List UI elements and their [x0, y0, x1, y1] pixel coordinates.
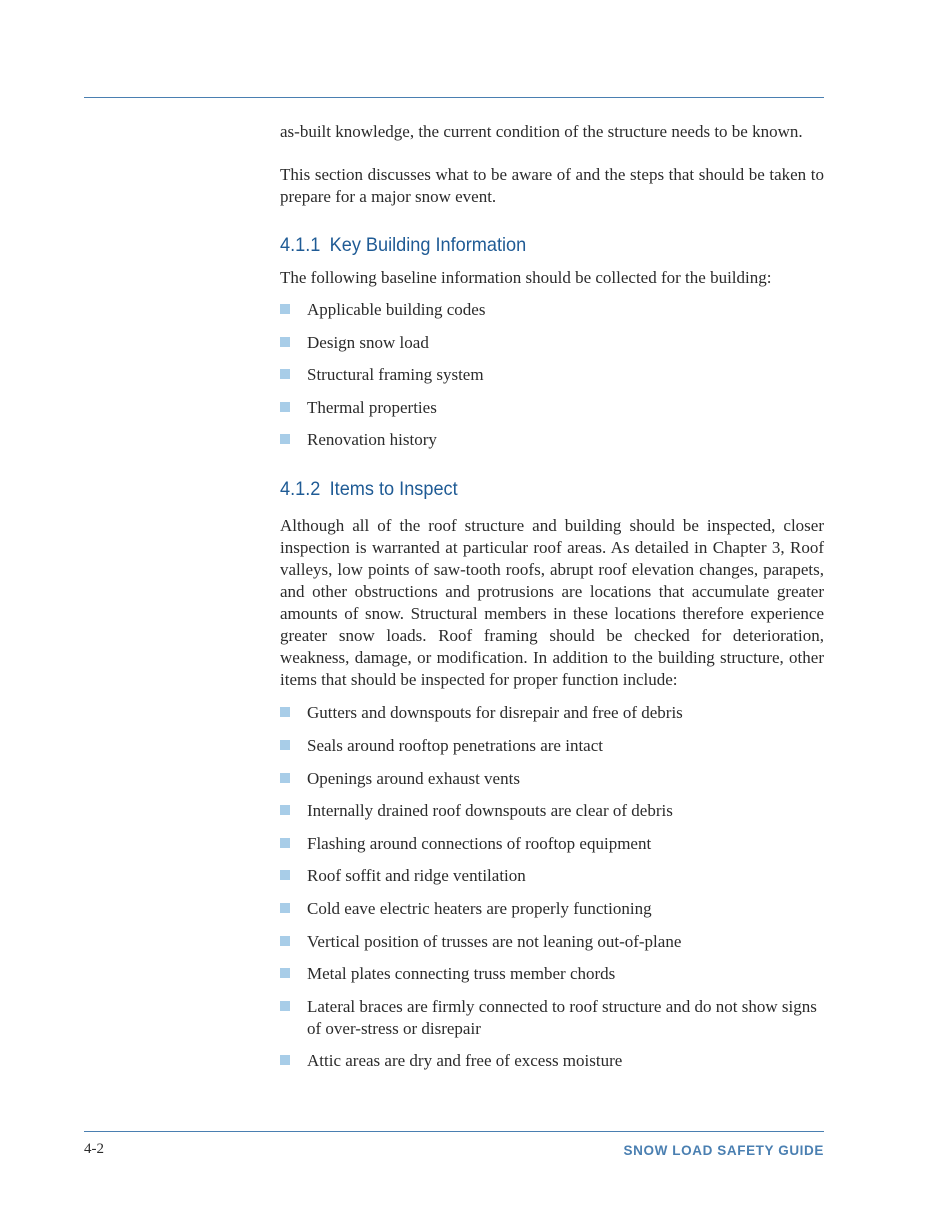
section-number: 4.1.1	[280, 234, 321, 256]
intro-paragraph: This section discusses what to be aware of and the steps that should be taken to prepare for a major snow event.	[280, 165, 824, 206]
list-item: Lateral braces are firmly connected to roof structure and do not show signs of over-stress or disrepair	[280, 996, 824, 1040]
square-bullet-icon	[280, 968, 290, 978]
bullet-list-key-building-information	[280, 299, 824, 451]
list-item: Cold eave electric heaters are properly functioning	[280, 898, 824, 920]
list-item: Attic areas are dry and free of excess moisture	[280, 1050, 824, 1072]
list-item: Flashing around connections of rooftop equipment	[280, 833, 824, 855]
list-item: Design snow load	[280, 332, 824, 354]
list-item: Vertical position of trusses are not leaning out-of-plane	[280, 931, 824, 953]
square-bullet-icon	[280, 369, 290, 379]
list-item: Openings around exhaust vents	[280, 768, 824, 790]
section-title: Key Building Information	[329, 234, 527, 256]
list-item: Renovation history	[280, 429, 824, 451]
square-bullet-icon	[280, 337, 290, 347]
section-body: Although all of the roof structure and building should be inspected, closer inspection is warranted at particular roof areas. As detailed in Chapter 3, Roof valleys, low points of saw-tooth roofs, abrupt roof elevation changes, parapets, and other obstructions and protrusions are locations that accumulate greater amounts of snow. Structural members in these locations therefore experience greater snow loads. Roof framing should be checked for deterioration, weakness, damage, or modification. In addition to the building structure, other items that should be inspected for proper function include:	[280, 516, 824, 690]
square-bullet-icon	[280, 707, 290, 717]
square-bullet-icon	[280, 304, 290, 314]
section-heading-items-to-inspect	[280, 476, 786, 502]
list-item: Thermal properties	[280, 397, 824, 419]
list-item: Structural framing system	[280, 364, 824, 386]
list-item: Metal plates connecting truss member chords	[280, 963, 824, 985]
bullet-list-items-to-inspect	[280, 702, 824, 1072]
square-bullet-icon	[280, 838, 290, 848]
guide-title: SNOW LOAD SAFETY GUIDE	[623, 1143, 824, 1158]
square-bullet-icon	[280, 740, 290, 750]
header-rule	[84, 97, 824, 98]
square-bullet-icon	[280, 1055, 290, 1065]
section-lead: The following baseline information should be collected for the building:	[280, 268, 772, 287]
square-bullet-icon	[280, 1001, 290, 1011]
section-number: 4.1.2	[280, 478, 321, 501]
page-number: 4-2	[84, 1141, 104, 1157]
square-bullet-icon	[280, 870, 290, 880]
section-title: Items to Inspect	[329, 478, 458, 501]
list-item: Seals around rooftop penetrations are intact	[280, 735, 824, 757]
intro-paragraph: as-built knowledge, the current condition of the structure needs to be known.	[280, 122, 803, 141]
square-bullet-icon	[280, 434, 290, 444]
list-item: Internally drained roof downspouts are clear of debris	[280, 800, 824, 822]
square-bullet-icon	[280, 773, 290, 783]
list-item: Applicable building codes	[280, 299, 824, 321]
section-heading-key-building-information	[280, 232, 786, 258]
list-item: Roof soffit and ridge ventilation	[280, 865, 824, 887]
square-bullet-icon	[280, 903, 290, 913]
square-bullet-icon	[280, 805, 290, 815]
footer-rule	[84, 1131, 824, 1132]
list-item: Gutters and downspouts for disrepair and free of debris	[280, 702, 824, 724]
square-bullet-icon	[280, 402, 290, 412]
page-content	[280, 121, 824, 1083]
square-bullet-icon	[280, 936, 290, 946]
